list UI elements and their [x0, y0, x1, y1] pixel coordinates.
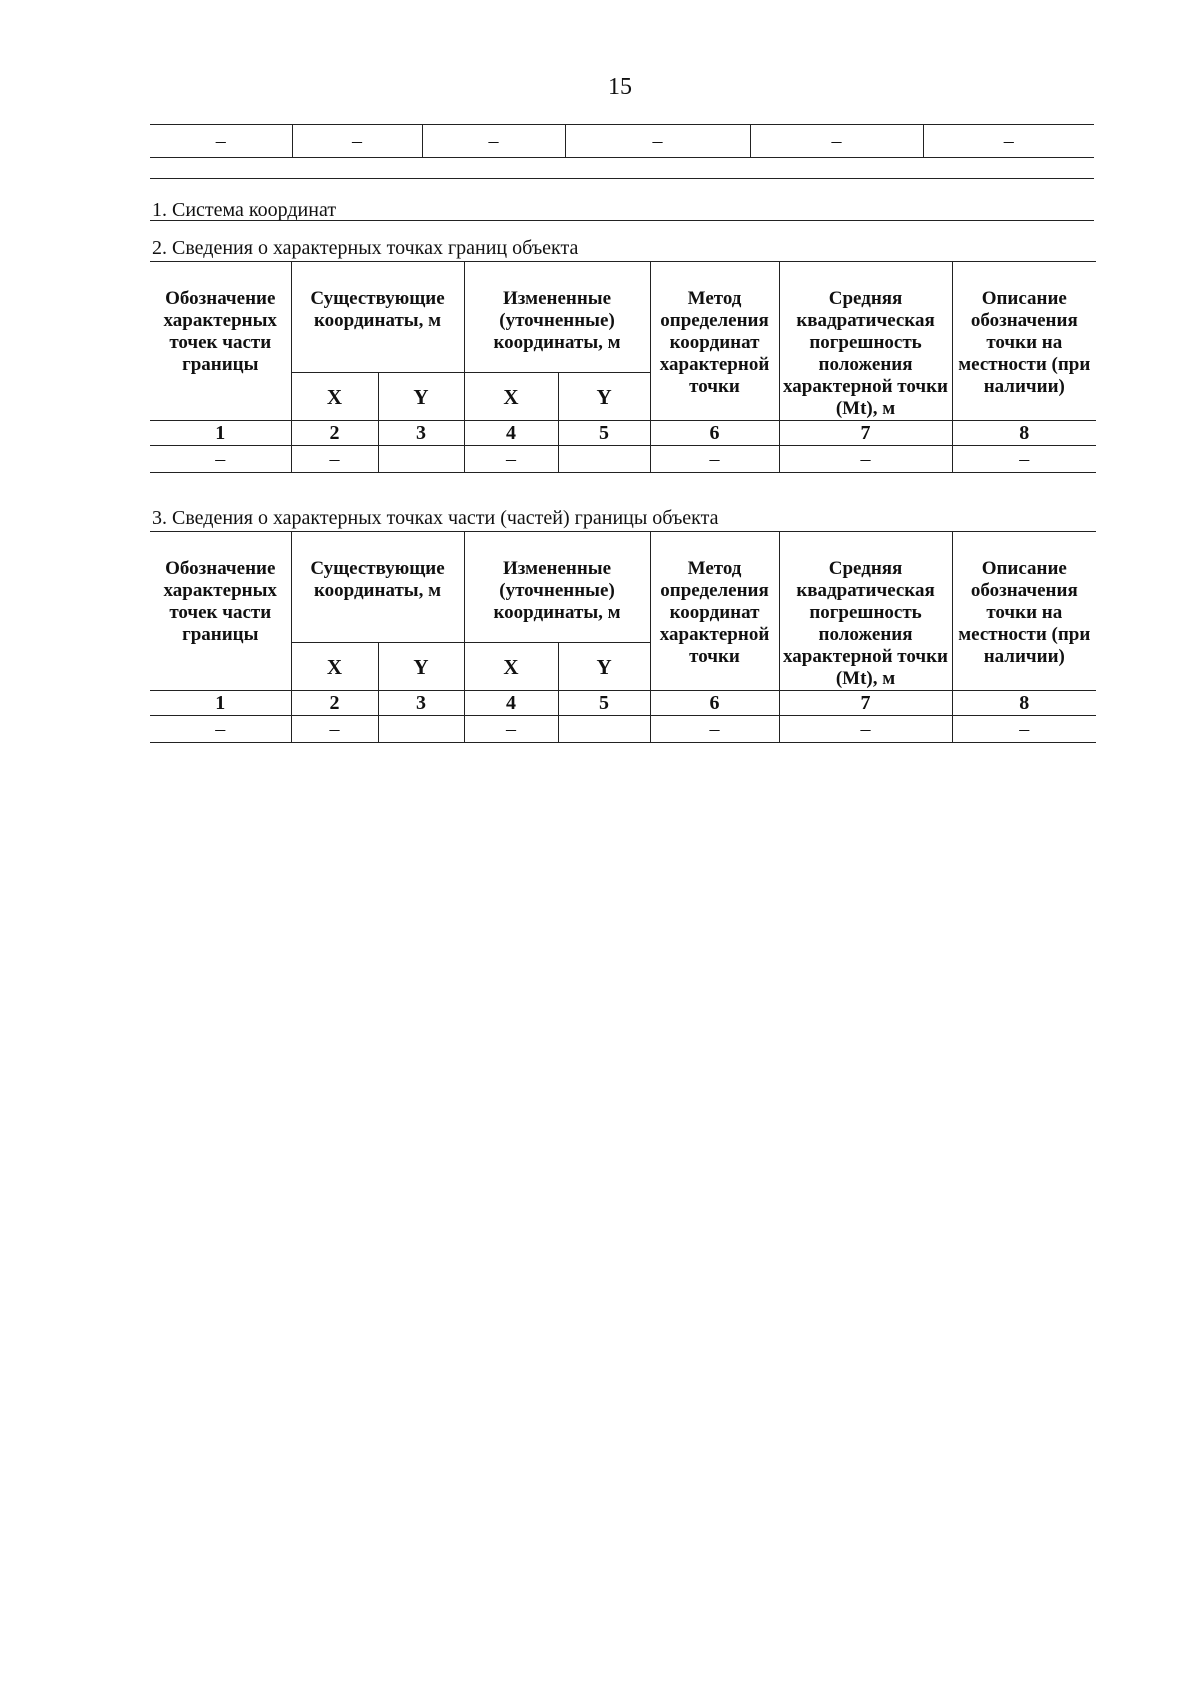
divider — [150, 220, 1094, 221]
header-y: Y — [378, 373, 464, 421]
header-method: Метод определения координат характерной точки — [650, 262, 779, 421]
header-y: Y — [558, 643, 650, 691]
table-row — [150, 446, 1096, 473]
table-cell: – — [291, 446, 378, 473]
table-cell: – — [150, 716, 291, 743]
part-boundary-points-table — [150, 531, 1096, 743]
column-numbers-row — [150, 421, 1096, 446]
table-cell: – — [952, 446, 1096, 473]
table-cell: – — [292, 125, 422, 158]
section-boundary-points — [150, 236, 1094, 260]
header-error: Средняя квадратическая погрешность положения характерной точки (Mt), м — [779, 532, 952, 691]
header-existing-coordinates: Существующие координаты, м — [291, 532, 464, 643]
table-row — [150, 716, 1096, 743]
section-part-boundary-points — [150, 506, 1094, 530]
boundary-points-table — [150, 261, 1096, 473]
continuation-table — [150, 124, 1094, 158]
table-cell — [378, 446, 464, 473]
header-description: Описание обозначения точки на местности (при наличии) — [952, 532, 1096, 691]
table-cell: – — [422, 125, 565, 158]
section-title: 1. Система координат — [152, 199, 337, 221]
header-x: X — [291, 643, 378, 691]
column-number: 7 — [779, 421, 952, 446]
table-cell: – — [150, 446, 291, 473]
column-number: 5 — [558, 691, 650, 716]
header-point-designation: Обозначение характерных точек части границы — [150, 262, 291, 421]
column-number: 2 — [291, 691, 378, 716]
column-numbers-row — [150, 691, 1096, 716]
table-cell: – — [464, 446, 558, 473]
header-error: Средняя квадратическая погрешность положения характерной точки (Mt), м — [779, 262, 952, 421]
table-cell: – — [150, 125, 292, 158]
header-x: X — [291, 373, 378, 421]
table-row — [150, 125, 1094, 158]
table-cell: – — [650, 446, 779, 473]
table-cell: – — [952, 716, 1096, 743]
column-number: 4 — [464, 691, 558, 716]
table-cell — [558, 446, 650, 473]
header-changed-coordinates: Измененные (уточненные) координаты, м — [464, 262, 650, 373]
column-number: 1 — [150, 421, 291, 446]
column-number: 6 — [650, 421, 779, 446]
table-cell: – — [650, 716, 779, 743]
column-number: 5 — [558, 421, 650, 446]
header-point-designation: Обозначение характерных точек части границы — [150, 532, 291, 691]
section-title: 2. Сведения о характерных точках границ объекта — [152, 237, 579, 259]
column-number: 4 — [464, 421, 558, 446]
table-cell — [378, 716, 464, 743]
column-number: 1 — [150, 691, 291, 716]
column-number: 3 — [378, 691, 464, 716]
column-number: 2 — [291, 421, 378, 446]
page-number: 15 — [608, 74, 632, 100]
section-coordinate-system — [150, 198, 1094, 222]
header-description: Описание обозначения точки на местности (при наличии) — [952, 262, 1096, 421]
table-cell — [558, 716, 650, 743]
column-number: 8 — [952, 691, 1096, 716]
column-number: 7 — [779, 691, 952, 716]
table-cell: – — [779, 446, 952, 473]
column-number: 6 — [650, 691, 779, 716]
header-changed-coordinates: Измененные (уточненные) координаты, м — [464, 532, 650, 643]
table-cell: – — [779, 716, 952, 743]
divider — [150, 178, 1094, 179]
table-cell: – — [464, 716, 558, 743]
header-existing-coordinates: Существующие координаты, м — [291, 262, 464, 373]
header-y: Y — [558, 373, 650, 421]
column-number: 3 — [378, 421, 464, 446]
table-cell: – — [291, 716, 378, 743]
section-title: 3. Сведения о характерных точках части (частей) границы объекта — [152, 507, 719, 529]
header-x: X — [464, 643, 558, 691]
header-y: Y — [378, 643, 464, 691]
table-cell: – — [923, 125, 1094, 158]
header-method: Метод определения координат характерной точки — [650, 532, 779, 691]
table-cell: – — [565, 125, 750, 158]
column-number: 8 — [952, 421, 1096, 446]
header-x: X — [464, 373, 558, 421]
table-cell: – — [750, 125, 923, 158]
